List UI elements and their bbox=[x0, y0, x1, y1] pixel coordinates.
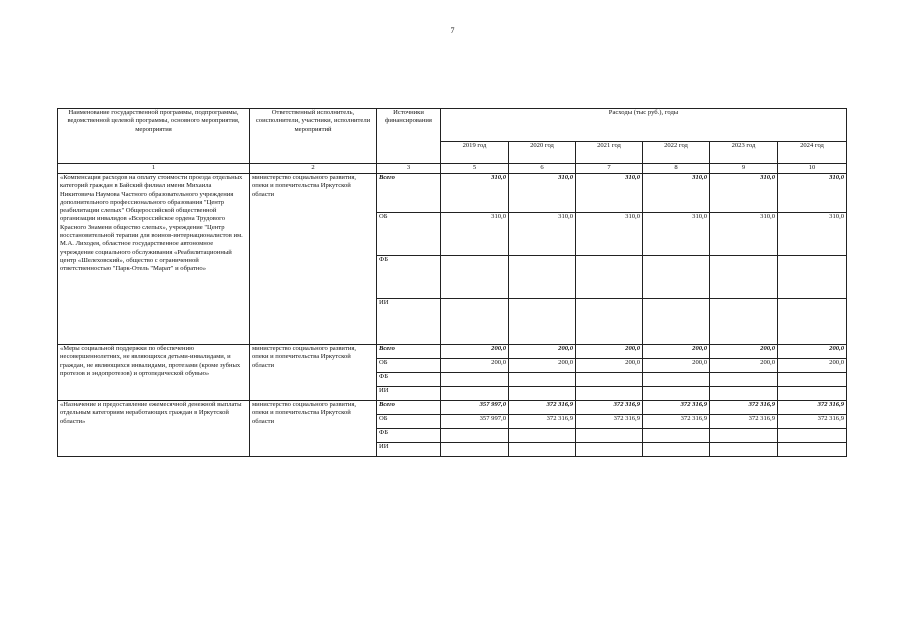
value-cell bbox=[643, 429, 710, 443]
value-cell: 372 316,9 bbox=[509, 415, 576, 429]
value-cell: 357 997,0 bbox=[441, 415, 509, 429]
measure-executor: министерство социального развития, опеки и попечительства Иркутской области bbox=[250, 345, 377, 401]
value-cell bbox=[576, 443, 643, 457]
value-cell bbox=[710, 443, 778, 457]
value-cell bbox=[778, 429, 847, 443]
page-number: 7 bbox=[450, 26, 455, 35]
measure-name: «Назначение и предоставление ежемесячной денежной выплаты отдельным категориям неработающих граждан в Иркутской области» bbox=[58, 401, 250, 457]
column-number: 9 bbox=[710, 164, 778, 174]
column-number: 10 bbox=[778, 164, 847, 174]
header-year: 2024 год bbox=[778, 142, 847, 164]
value-cell: 310,0 bbox=[778, 174, 847, 213]
measure-executor: министерство социального развития, опеки и попечительства Иркутской области bbox=[250, 401, 377, 457]
value-cell: 310,0 bbox=[576, 174, 643, 213]
value-cell: 200,0 bbox=[643, 359, 710, 373]
value-cell bbox=[643, 373, 710, 387]
value-cell: 200,0 bbox=[576, 359, 643, 373]
source-label: ФБ bbox=[377, 429, 441, 443]
value-cell bbox=[576, 299, 643, 345]
source-label: ФБ bbox=[377, 373, 441, 387]
source-label: ОБ bbox=[377, 213, 441, 256]
value-cell: 200,0 bbox=[710, 359, 778, 373]
value-cell bbox=[576, 373, 643, 387]
value-cell bbox=[509, 373, 576, 387]
table-row bbox=[58, 174, 847, 213]
source-label: ОБ bbox=[377, 359, 441, 373]
table-row bbox=[58, 345, 847, 359]
value-cell bbox=[778, 443, 847, 457]
source-label: ОБ bbox=[377, 415, 441, 429]
source-label: Всего bbox=[377, 174, 441, 213]
value-cell bbox=[778, 387, 847, 401]
value-cell: 200,0 bbox=[643, 345, 710, 359]
value-cell bbox=[441, 429, 509, 443]
value-cell bbox=[710, 373, 778, 387]
measure-name: «Меры социальной поддержки по обеспечению несовершеннолетних, не являющихся детьми-инвалидами, и граждан, не являющихся инвалидами, протезами (кроме зубных протезов и эндопротезов) и ортопедической обувью» bbox=[58, 345, 250, 401]
value-cell: 372 316,9 bbox=[576, 401, 643, 415]
source-label: ФБ bbox=[377, 256, 441, 299]
header-year: 2020 год bbox=[509, 142, 576, 164]
column-number: 3 bbox=[377, 164, 441, 174]
value-cell: 372 316,9 bbox=[710, 401, 778, 415]
value-cell bbox=[710, 387, 778, 401]
value-cell bbox=[576, 429, 643, 443]
value-cell: 310,0 bbox=[643, 213, 710, 256]
column-number: 1 bbox=[58, 164, 250, 174]
value-cell: 372 316,9 bbox=[576, 415, 643, 429]
value-cell: 200,0 bbox=[509, 345, 576, 359]
column-number: 8 bbox=[643, 164, 710, 174]
value-cell bbox=[509, 387, 576, 401]
table-row bbox=[58, 401, 847, 415]
value-cell: 310,0 bbox=[509, 174, 576, 213]
value-cell: 310,0 bbox=[710, 174, 778, 213]
column-number: 5 bbox=[441, 164, 509, 174]
value-cell: 310,0 bbox=[710, 213, 778, 256]
value-cell bbox=[778, 299, 847, 345]
value-cell bbox=[441, 373, 509, 387]
value-cell: 372 316,9 bbox=[643, 415, 710, 429]
value-cell: 372 316,9 bbox=[778, 401, 847, 415]
value-cell: 310,0 bbox=[778, 213, 847, 256]
value-cell bbox=[643, 256, 710, 299]
value-cell bbox=[509, 429, 576, 443]
value-cell: 357 997,0 bbox=[441, 401, 509, 415]
header-name: Наименование государственной программы, подпрограммы, ведомственной целевой программы, основного мероприятия, мероприятия bbox=[58, 109, 250, 164]
value-cell bbox=[710, 256, 778, 299]
value-cell: 310,0 bbox=[441, 174, 509, 213]
source-label: ИИ bbox=[377, 387, 441, 401]
header-year: 2023 год bbox=[710, 142, 778, 164]
header-sources: Источники финансирования bbox=[377, 109, 441, 164]
expenses-table bbox=[57, 108, 847, 457]
value-cell bbox=[576, 387, 643, 401]
column-number: 6 bbox=[509, 164, 576, 174]
source-label: Всего bbox=[377, 401, 441, 415]
source-label: ИИ bbox=[377, 299, 441, 345]
value-cell bbox=[778, 373, 847, 387]
value-cell bbox=[778, 256, 847, 299]
value-cell: 200,0 bbox=[441, 345, 509, 359]
header-executor: Ответственный исполнитель, соисполнители, участники, исполнители мероприятий bbox=[250, 109, 377, 164]
header-year: 2022 год bbox=[643, 142, 710, 164]
value-cell: 200,0 bbox=[778, 359, 847, 373]
measure-executor: министерство социального развития, опеки и попечительства Иркутской области bbox=[250, 174, 377, 345]
header-year: 2021 год bbox=[576, 142, 643, 164]
value-cell bbox=[643, 299, 710, 345]
value-cell: 372 316,9 bbox=[778, 415, 847, 429]
value-cell bbox=[441, 256, 509, 299]
value-cell bbox=[643, 443, 710, 457]
value-cell bbox=[710, 299, 778, 345]
source-label: ИИ bbox=[377, 443, 441, 457]
value-cell: 372 316,9 bbox=[710, 415, 778, 429]
value-cell bbox=[509, 256, 576, 299]
header-expenses: Расходы (тыс руб.), годы bbox=[441, 109, 847, 142]
column-number: 2 bbox=[250, 164, 377, 174]
value-cell: 372 316,9 bbox=[643, 401, 710, 415]
value-cell: 310,0 bbox=[441, 213, 509, 256]
value-cell bbox=[710, 429, 778, 443]
header-year: 2019 год bbox=[441, 142, 509, 164]
column-number: 7 bbox=[576, 164, 643, 174]
value-cell: 200,0 bbox=[710, 345, 778, 359]
source-label: Всего bbox=[377, 345, 441, 359]
value-cell bbox=[576, 256, 643, 299]
value-cell: 372 316,9 bbox=[509, 401, 576, 415]
value-cell bbox=[441, 443, 509, 457]
value-cell: 200,0 bbox=[509, 359, 576, 373]
value-cell bbox=[509, 443, 576, 457]
measure-name: «Компенсация расходов на оплату стоимости проезда отдельных категорий граждан в Байский филиал имени Михаила Никитовича Наумова Частного образовательного учреждения дополнительного профессионального образования "Центр реабилитации слепых" Общероссийской общественной организации инвалидов «Всероссийское ордена Трудового Красного Знамени общество слепых», учреждение "Центр восстановительной терапии для воинов-интернационалистов им. М.А. Лиходея, областное государственное автономное учреждение социального обслуживания «Реабилитационный центр «Шелеховский», обществo с ограниченной ответственностью "Парк-Отель "Марат" и обратно» bbox=[58, 174, 250, 345]
value-cell: 200,0 bbox=[576, 345, 643, 359]
value-cell: 310,0 bbox=[643, 174, 710, 213]
value-cell bbox=[509, 299, 576, 345]
value-cell: 310,0 bbox=[576, 213, 643, 256]
value-cell: 200,0 bbox=[441, 359, 509, 373]
value-cell bbox=[441, 299, 509, 345]
value-cell: 310,0 bbox=[509, 213, 576, 256]
value-cell bbox=[441, 387, 509, 401]
value-cell bbox=[643, 387, 710, 401]
value-cell: 200,0 bbox=[778, 345, 847, 359]
